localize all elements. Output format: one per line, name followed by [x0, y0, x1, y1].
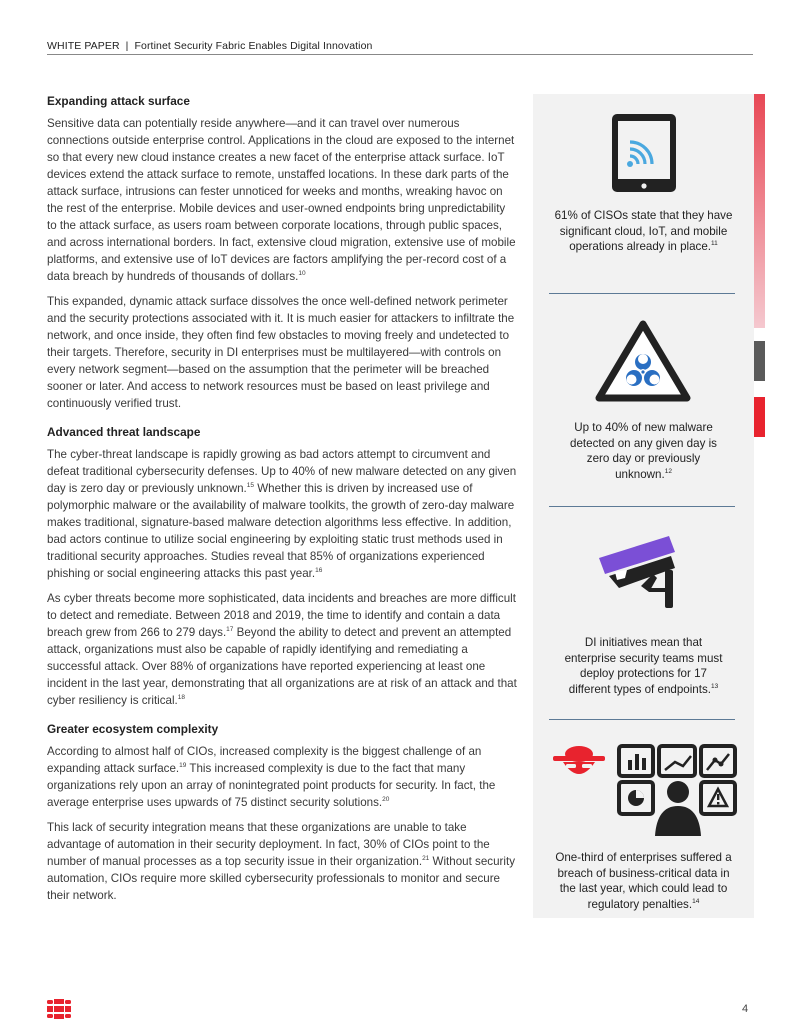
footnote-ref: 12	[664, 467, 672, 475]
security-camera-icon	[595, 530, 691, 612]
page-header	[47, 40, 753, 52]
section-greater-ecosystem-complexity	[47, 721, 517, 904]
paragraph-text: The cyber-threat landscape is rapidly growing as bad actors attempt to circumvent and defeat traditional cybersecurity defenses. Up to 40% of new malware detected on any given day is zero day or previously unknown.	[47, 448, 517, 495]
paragraph-text: Beyond the ability to detect and prevent an attempted attack, organizations must also be capable of rapidly identifying and remediating a successful attack. Over 88% of organizations have reported experiencing at least one incident in the last year, demonstrating that all organizations are at risk of an attack and that cyber resiliency is critical.	[47, 626, 517, 707]
footnote-ref: 19	[179, 762, 187, 770]
footnote-ref: 15	[246, 482, 255, 490]
hacker-monitors-icon	[549, 742, 739, 838]
stat-data-breach	[533, 850, 754, 912]
edge-accent-red	[754, 397, 765, 437]
paragraph-text: Sensitive data can potentially reside anywhere—and it can travel over numerous connections outside enterprise control. Applications in the cloud are exposed to the internet so that every new cloud instance creates a new facet of the enterprise attack surface. IoT devices extend the attack surface to remote, unstaffed locations. In these dark parts of the attack surface, intrusions can fester unnoticed for weeks and months, wreaking havoc on the rest of the enterprise. Mobile devices and user-owned endpoints bring unpredictability to the attack surface, as users roam between corporate locations, through public spaces, and across international borders. In fact, extensive cloud migration, extensive use of mobile platforms, and extensive use of IoT devices are factors amplifying the per-record cost of a data breach by hundreds of thousands of dollars.	[47, 117, 516, 283]
section-heading: Advanced threat landscape	[47, 425, 201, 439]
paragraph-text: As cyber threats become more sophisticated, data incidents and breaches are more difficult to detect and remediate. Between 2018 and 2019, the time to identify and contain a data breach grew from 266 to 279 days.	[47, 592, 516, 639]
footnote-ref: 10	[298, 270, 306, 278]
footnote-ref: 14	[692, 897, 700, 905]
edge-accent-gradient	[754, 94, 765, 328]
paragraph	[47, 819, 517, 904]
paragraph-text: Whether this is driven by increased use of polymorphic malware or the availability of malware toolkits, the growth of zero-day malware makes traditional, signature-based malware detection algorithms less effective. In addition, bad actors continue to utilize social engineering by exploiting static trust methods used in traditional security approaches. Studies reveal that 85% of organizations experienced phishing or social engineering attacks this past year.	[47, 482, 515, 580]
section-heading: Greater ecosystem complexity	[47, 722, 219, 736]
paragraph-text: This lack of security integration means that these organizations are unable to take advantage of automation in their security deployment. In fact, 30% of CIOs point to the number of manual processes as a top security issue in their organization.	[47, 821, 490, 868]
paragraph	[47, 446, 517, 582]
footnote-ref: 21	[422, 855, 430, 863]
doc-title: Fortinet Security Fabric Enables Digital Innovation	[134, 40, 373, 52]
paragraph	[47, 590, 517, 709]
section-advanced-threat-landscape	[47, 424, 517, 709]
stat-text-body: DI initiatives mean that enterprise security teams must deploy protections for 17 different types of endpoints.	[564, 636, 723, 696]
footnote-ref: 11	[711, 240, 718, 248]
paragraph-text: This expanded, dynamic attack surface dissolves the once well-defined network perimeter and the security protections associated with it. It is much easier for attackers to infiltrate the network, and once inside, they often find few obstacles to moving freely and undetected to their targets. Therefore, security in DI enterprises must be multilayered—with controls on every network segment—based on the assumption that the perimeter will be breached sooner or later. And access to network resources must be based on least privilege and continuously verified trust.	[47, 295, 515, 410]
stat-text-body: One-third of enterprises suffered a breach of business-critical data in the last year, which could lead to regulatory penalties.	[555, 851, 732, 911]
stat-text-body: Up to 40% of new malware detected on any given day is zero day or previously unknown.	[570, 421, 717, 481]
paragraph	[47, 115, 517, 285]
page-number: 4	[742, 1003, 749, 1015]
tablet-wifi-icon	[610, 112, 678, 194]
stat-endpoint-types	[533, 635, 754, 697]
divider	[549, 293, 735, 294]
footnote-ref: 20	[382, 796, 390, 804]
header-separator: |	[125, 40, 129, 52]
paragraph	[47, 293, 517, 412]
header-rule	[47, 54, 753, 55]
divider	[549, 719, 735, 720]
stat-text	[549, 208, 739, 255]
paragraph	[47, 743, 517, 811]
stat-text	[569, 420, 719, 482]
footnote-ref: 18	[177, 694, 186, 702]
stats-sidebar	[533, 94, 754, 918]
footnote-ref: 17	[226, 626, 234, 634]
stat-text	[551, 850, 737, 912]
edge-accent-gray	[754, 341, 765, 381]
stat-text-body: 61% of CISOs state that they have significant cloud, IoT, and mobile operations already in place.	[554, 209, 733, 254]
main-column	[47, 93, 517, 912]
doc-type: WHITE PAPER	[47, 40, 120, 52]
paragraph-text: According to almost half of CIOs, increased complexity is the biggest challenge of an expanding attack surface.	[47, 745, 482, 775]
stat-text	[564, 635, 724, 697]
fortinet-logo-icon	[47, 999, 71, 1019]
section-heading: Expanding attack surface	[47, 94, 190, 108]
footnote-ref: 13	[711, 682, 719, 690]
paragraph-text: Without security automation, CIOs require more skilled cybersecurity professionals to monitor and secure their network.	[47, 855, 515, 902]
stat-cloud-iot-mobile	[533, 208, 754, 255]
footnote-ref: 16	[315, 567, 323, 575]
divider	[549, 506, 735, 507]
biohazard-warning-icon	[595, 320, 691, 402]
stat-zero-day-malware	[533, 420, 754, 482]
paragraph-text: This increased complexity is due to the fact that many organizations rely upon an array of nonintegrated point products for security. In fact, the average enterprise uses upwards of 75 distinct security solutions.	[47, 762, 496, 809]
section-expanding-attack-surface	[47, 93, 517, 412]
